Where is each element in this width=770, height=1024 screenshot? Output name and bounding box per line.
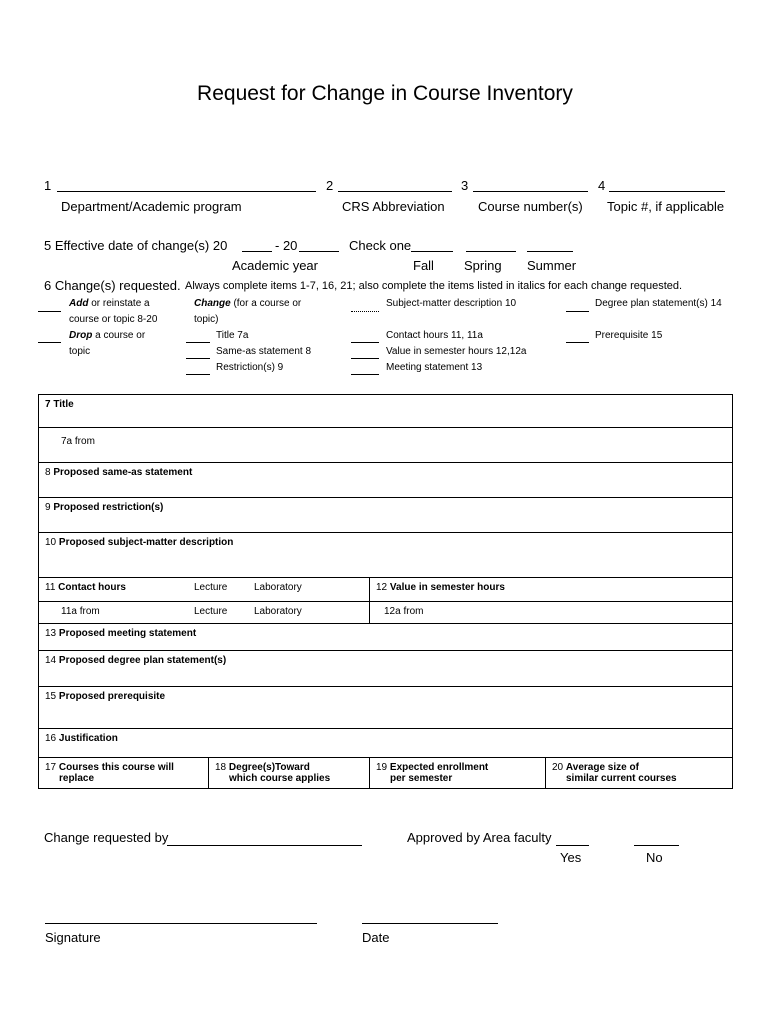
restriction-num: 9	[45, 502, 54, 513]
yes-label: Yes	[560, 850, 582, 865]
academic-year-label: Academic year	[232, 258, 318, 273]
meeting-checkbox[interactable]	[351, 374, 379, 375]
value-semester-label: Value in semester hours 12,12a	[386, 346, 527, 357]
fall-label: Fall	[413, 258, 434, 273]
change-line-2: topic)	[194, 314, 219, 325]
add-line-2: course or topic 8-20	[69, 314, 158, 325]
justification-field-label: Justification	[58, 733, 118, 744]
prerequisite-num: 15	[45, 691, 59, 702]
average-size-line2: similar current courses	[566, 773, 677, 784]
value-semester-checkbox[interactable]	[351, 358, 379, 359]
subject-matter-field-label: Proposed subject-matter description	[58, 537, 234, 548]
same-as-checkbox[interactable]	[186, 358, 210, 359]
title-from-label: 7a from	[61, 436, 95, 447]
prerequisite-checkbox[interactable]	[566, 342, 589, 343]
expected-enrollment-field[interactable]	[370, 758, 546, 789]
same-as-field[interactable]	[39, 463, 733, 498]
topic-number-label: Topic #, if applicable	[607, 199, 725, 214]
date-label: Date	[362, 930, 390, 945]
courses-replace-num: 17	[45, 762, 59, 773]
meeting-statement-num: 13	[45, 628, 59, 639]
year-start-blank[interactable]	[242, 251, 272, 252]
contact-hours-checkbox[interactable]	[351, 342, 379, 343]
subject-matter-field[interactable]	[39, 533, 733, 578]
changes-instructions: Always complete items 1-7, 16, 21; also complete the items listed in italics for each change requested.	[185, 280, 683, 292]
spring-label: Spring	[464, 258, 502, 273]
degree-plan-num: 14	[45, 655, 59, 666]
drop-option	[69, 330, 145, 341]
course-change-grid	[38, 394, 733, 789]
crs-abbreviation-label: CRS Abbreviation	[342, 199, 445, 214]
average-size-label: Average size of	[565, 762, 639, 773]
justification-field[interactable]	[39, 729, 733, 758]
meeting-label: Meeting statement 13	[386, 362, 483, 373]
expected-enrollment-line1	[376, 762, 539, 773]
degrees-toward-line1	[215, 762, 363, 773]
title-7a-label: Title 7a	[216, 330, 249, 341]
same-as-num: 8	[45, 467, 54, 478]
prerequisite-field[interactable]	[39, 687, 733, 729]
title-field[interactable]	[39, 395, 733, 428]
no-label: No	[646, 850, 663, 865]
course-number-label: Course number(s)	[478, 199, 583, 214]
effective-date-label: 5 Effective date of change(s) 20	[44, 238, 228, 253]
degree-plan-field-label: Proposed degree plan statement(s)	[58, 655, 227, 666]
contact-hours-from-label: 11a from	[61, 606, 100, 617]
topic-number-blank[interactable]	[609, 191, 725, 192]
add-checkbox-line[interactable]	[38, 311, 61, 312]
add-rest-label: or reinstate a	[88, 298, 150, 309]
approved-no-blank[interactable]	[634, 845, 679, 846]
signature-label: Signature	[45, 930, 101, 945]
degrees-toward-label: Degree(s)Toward	[228, 762, 310, 773]
summer-label: Summer	[527, 258, 577, 273]
semester-hours-num: 12	[376, 582, 390, 593]
semester-hours-field[interactable]	[370, 578, 733, 602]
add-bold-label: Add	[69, 298, 89, 309]
field-2-number: 2	[326, 178, 334, 193]
fall-blank[interactable]	[411, 251, 453, 252]
semester-hours-from-label: 12a from	[384, 606, 424, 617]
expected-enrollment-line2: per semester	[390, 773, 453, 784]
meeting-statement-field[interactable]	[39, 624, 733, 651]
title-label: 7 Title	[45, 399, 74, 410]
subject-matter-label: Subject-matter description 10	[386, 298, 517, 309]
average-size-line1	[552, 762, 726, 773]
signature-line[interactable]	[45, 923, 317, 924]
average-size-num: 20	[552, 762, 566, 773]
title-7a-checkbox[interactable]	[186, 342, 210, 343]
expected-enrollment-num: 19	[376, 762, 390, 773]
department-label: Department/Academic program	[61, 199, 242, 214]
drop-line-2: topic	[69, 346, 91, 357]
degree-plan-checkbox[interactable]	[566, 311, 589, 312]
degrees-toward-line2: which course applies	[229, 773, 331, 784]
change-bold-label: Change	[194, 298, 231, 309]
changes-heading: 6 Change(s) requested.	[44, 278, 181, 293]
change-requested-by-blank[interactable]	[167, 845, 362, 846]
date-line[interactable]	[362, 923, 498, 924]
same-as-field-label: Proposed same-as statement	[53, 467, 193, 478]
semester-hours-from-field[interactable]	[370, 602, 733, 624]
laboratory-from-label: Laboratory	[254, 606, 302, 617]
lecture-label: Lecture	[194, 582, 228, 593]
contact-hours-num: 11	[45, 582, 59, 593]
drop-rest-label: a course or	[92, 330, 146, 341]
check-one-label: Check one	[349, 238, 412, 253]
field-3-number: 3	[461, 178, 469, 193]
restriction-field[interactable]	[39, 498, 733, 533]
contact-hours-label: Contact hours 11, 11a	[386, 330, 483, 341]
form-title: Request for Change in Course Inventory	[197, 82, 573, 105]
justification-num: 16	[45, 733, 59, 744]
contact-hours-field-label: Contact hours	[58, 582, 126, 593]
crs-abbreviation-blank[interactable]	[338, 191, 452, 192]
prerequisite-field-label: Proposed prerequisite	[58, 691, 166, 702]
meeting-statement-field-label: Proposed meeting statement	[58, 628, 197, 639]
subject-matter-checkbox[interactable]	[351, 311, 379, 312]
prerequisite-label: Prerequisite 15	[595, 330, 663, 341]
spring-blank[interactable]	[466, 251, 516, 252]
field-4-number: 4	[598, 178, 606, 193]
approved-label: Approved by Area faculty	[407, 830, 552, 845]
restriction-field-label: Proposed restriction(s)	[53, 502, 164, 513]
add-option	[69, 298, 150, 309]
same-as-label: Same-as statement 8	[216, 346, 312, 357]
drop-checkbox-line[interactable]	[38, 342, 61, 343]
drop-bold-label: Drop	[69, 330, 93, 341]
expected-enrollment-label: Expected enrollment	[389, 762, 489, 773]
contact-hours-field[interactable]	[39, 578, 370, 602]
year-end-blank[interactable]	[299, 251, 339, 252]
restriction-label: Restriction(s) 9	[216, 362, 284, 373]
subject-matter-num: 10	[45, 537, 59, 548]
field-1-number: 1	[44, 178, 52, 193]
lecture-from-label: Lecture	[194, 606, 228, 617]
approved-yes-blank[interactable]	[556, 845, 589, 846]
restriction-checkbox[interactable]	[186, 374, 210, 375]
degree-plan-label: Degree plan statement(s) 14	[595, 298, 722, 309]
change-rest-label: (for a course or	[230, 298, 302, 309]
degree-plan-field[interactable]	[39, 651, 733, 687]
courses-replace-field[interactable]	[39, 758, 209, 789]
degrees-toward-field[interactable]	[209, 758, 370, 789]
courses-replace-line1	[45, 762, 202, 773]
contact-hours-from-field[interactable]	[39, 602, 370, 624]
summer-blank[interactable]	[527, 251, 573, 252]
title-from-field[interactable]	[39, 428, 733, 463]
semester-hours-field-label: Value in semester hours	[389, 582, 505, 593]
average-size-field[interactable]	[546, 758, 733, 789]
laboratory-label: Laboratory	[254, 582, 302, 593]
courses-replace-label: Courses this course will	[58, 762, 174, 773]
course-number-blank[interactable]	[473, 191, 588, 192]
department-blank[interactable]	[57, 191, 316, 192]
change-requested-by-label: Change requested by	[44, 830, 169, 845]
year-dash: - 20	[275, 238, 298, 253]
degrees-toward-num: 18	[215, 762, 229, 773]
courses-replace-line2: replace	[59, 773, 95, 784]
change-option	[194, 298, 301, 309]
